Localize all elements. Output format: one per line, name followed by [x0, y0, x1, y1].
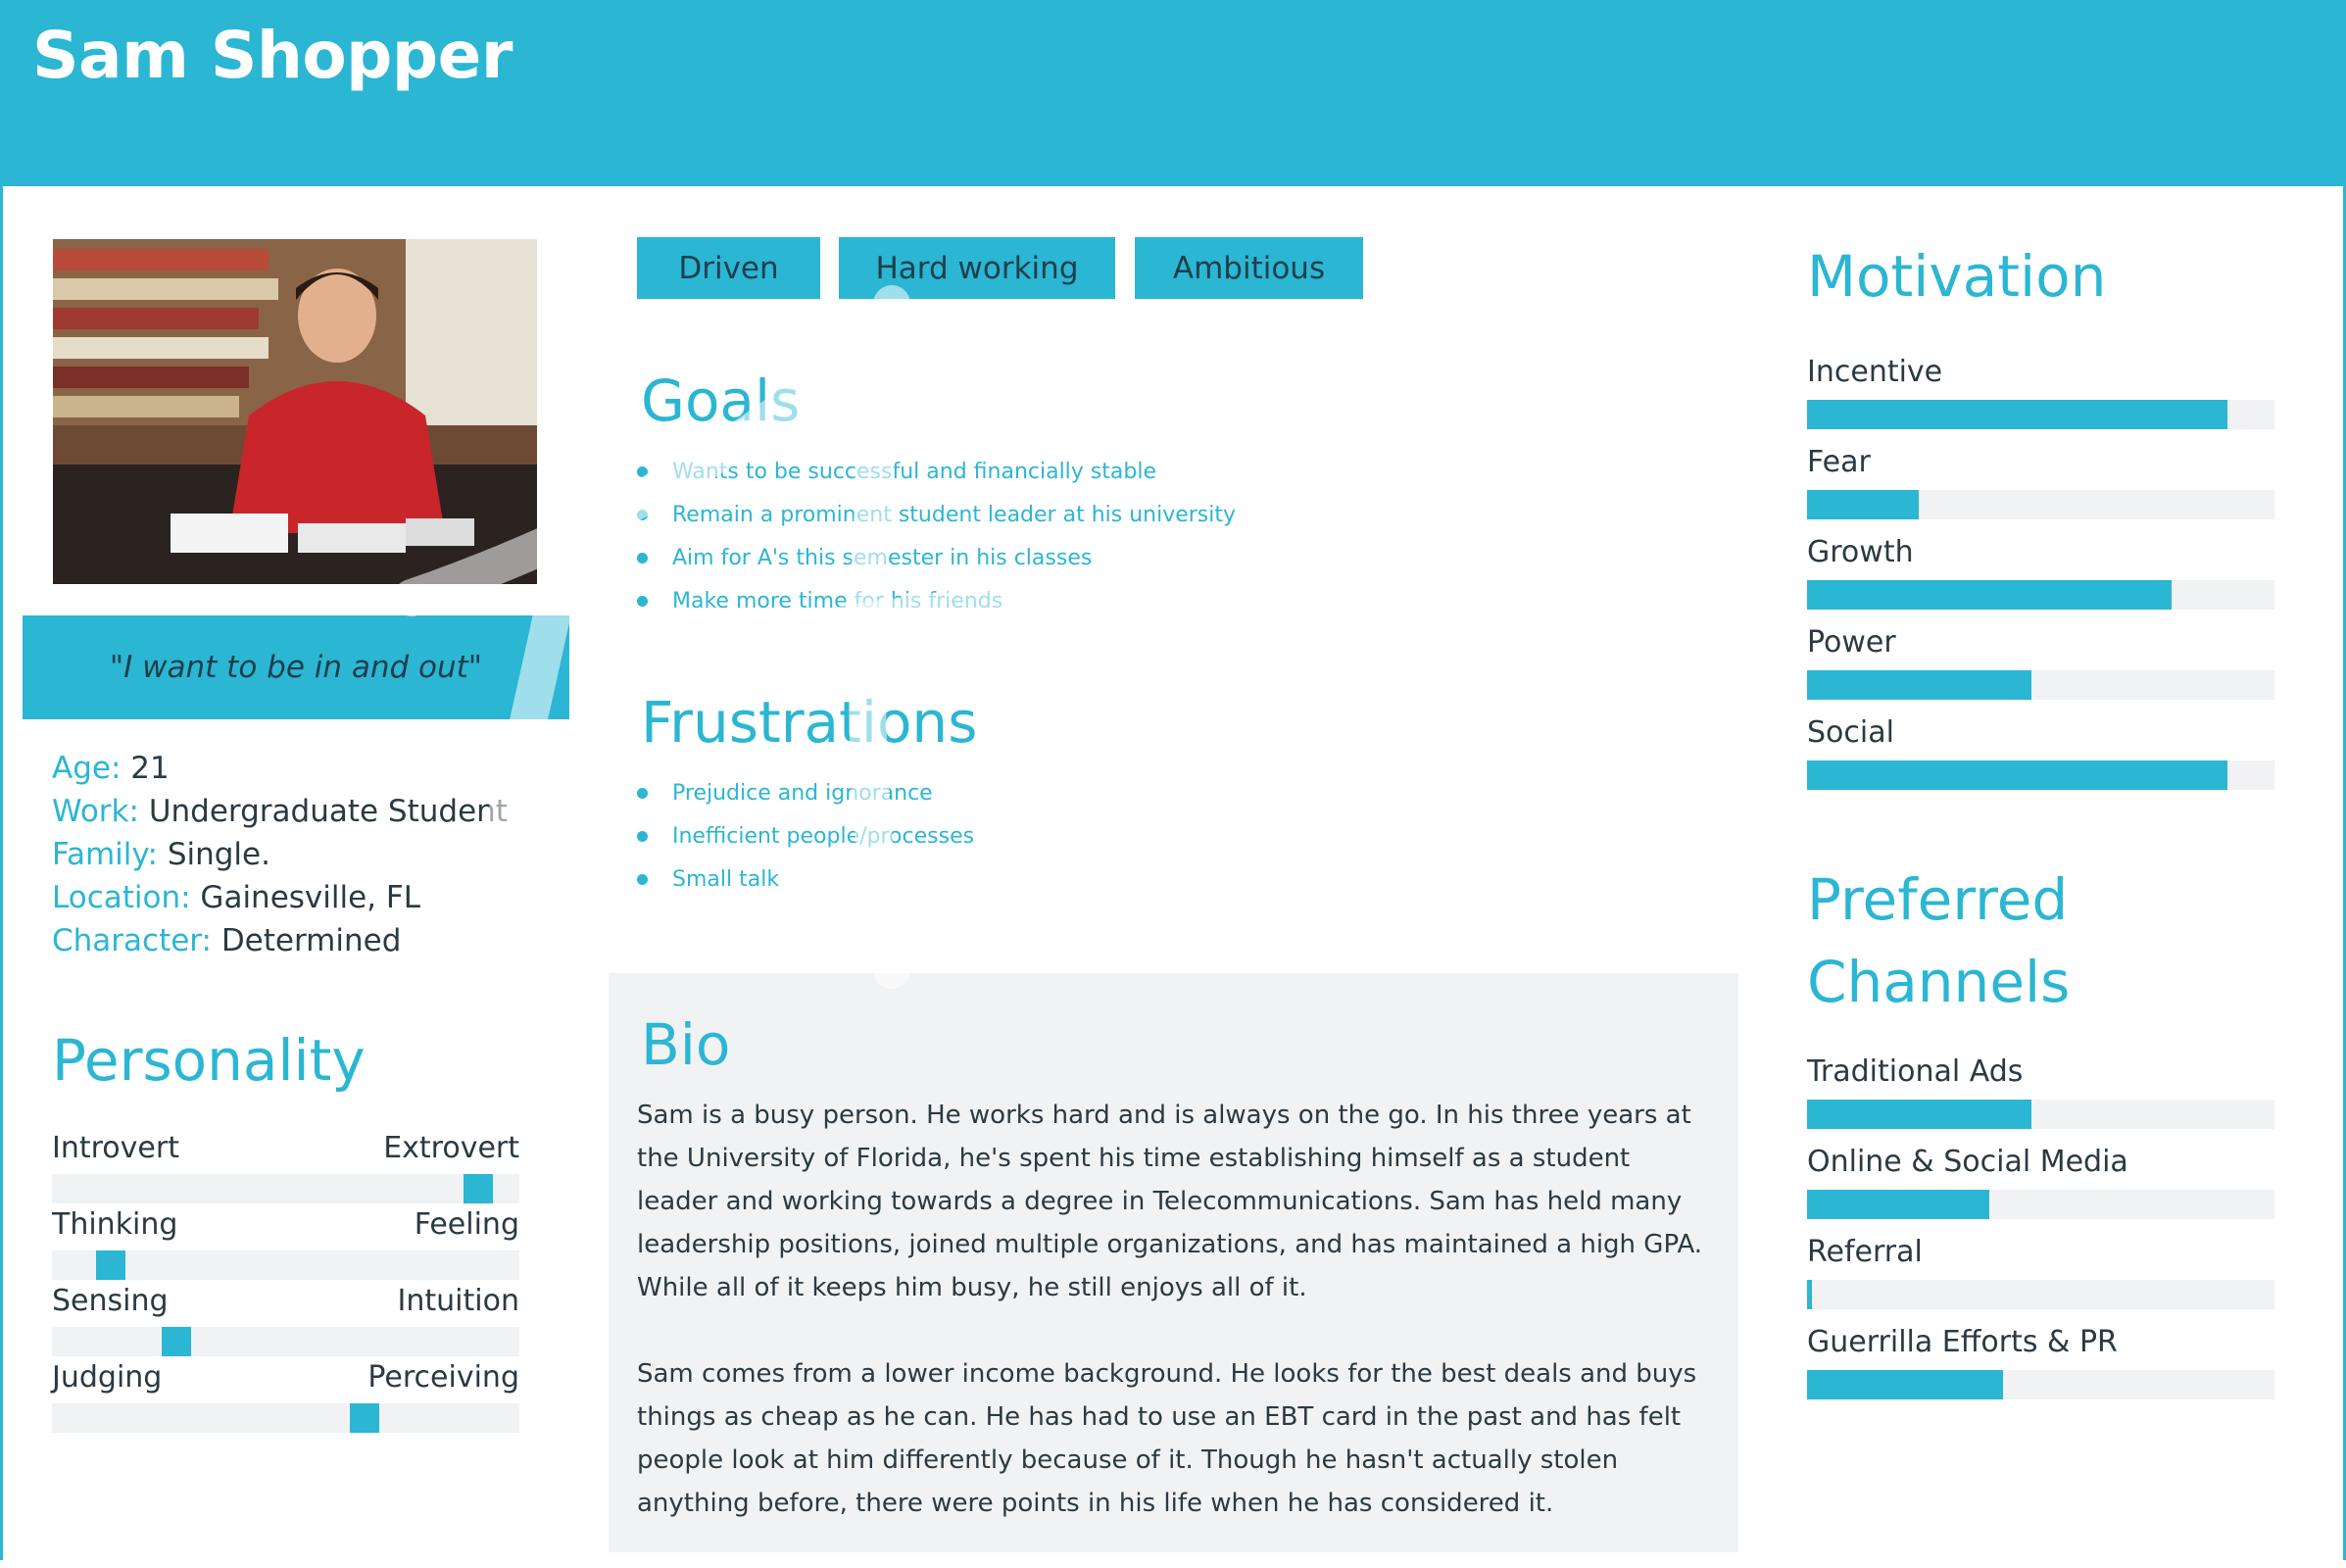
fact-character[interactable]	[52, 919, 508, 962]
meter-label: Incentive	[1807, 355, 1943, 389]
goals-title[interactable]: Goals	[641, 368, 801, 434]
meter-fill	[1807, 760, 2227, 790]
trait-slider-handle[interactable]	[96, 1250, 125, 1280]
meter-label: Guerrilla Efforts & PR	[1807, 1325, 2118, 1359]
meter-track[interactable]	[1807, 490, 2274, 519]
meter-label: Social	[1807, 715, 1894, 750]
meter-track[interactable]	[1807, 1370, 2274, 1399]
trait-right-label: Extrovert	[383, 1131, 519, 1165]
header-bar	[0, 0, 2346, 186]
channel-meter	[1807, 1145, 2274, 1219]
fact-value: Undergraduate Student	[148, 794, 508, 829]
trait-left-label: Introvert	[52, 1131, 179, 1165]
meter-fill	[1807, 490, 1919, 519]
fact-label: Age:	[52, 751, 122, 786]
trait-right-label: Perceiving	[367, 1360, 519, 1395]
meter-label: Referral	[1807, 1235, 1923, 1269]
fact-location[interactable]	[52, 876, 508, 919]
meter-fill	[1807, 1100, 2031, 1129]
meter-track[interactable]	[1807, 580, 2274, 610]
meter-label: Power	[1807, 625, 1896, 660]
tag-label: Ambitious	[1172, 250, 1326, 286]
quote-text: "I want to be in and out"	[109, 650, 483, 685]
tag-ambitious[interactable]	[1135, 237, 1363, 299]
tag-hard-working[interactable]	[839, 237, 1115, 299]
trait-slider-track[interactable]	[52, 1327, 519, 1356]
list-item[interactable]: Aim for A's this semester in his classes	[635, 537, 1236, 580]
meter-track[interactable]	[1807, 1280, 2274, 1309]
list-item[interactable]: Make more time for his friends	[635, 580, 1236, 623]
list-item[interactable]: Remain a prominent student leader at his university	[635, 494, 1236, 537]
persona-facts	[52, 747, 508, 962]
meter-fill	[1807, 400, 2227, 429]
motivation-meter	[1807, 355, 2274, 429]
persona-quote[interactable]	[23, 615, 569, 719]
meter-fill	[1807, 1190, 1989, 1219]
meter-fill	[1807, 670, 2031, 700]
meter-label: Growth	[1807, 535, 1914, 569]
channels-title[interactable]	[1807, 858, 2070, 1023]
meter-track[interactable]	[1807, 1190, 2274, 1219]
watermark-text: Xtensio	[382, 211, 441, 229]
list-item[interactable]: Inefficient people/processes	[635, 815, 974, 858]
meter-track[interactable]	[1807, 1100, 2274, 1129]
list-item[interactable]: Prejudice and ignorance	[635, 772, 974, 815]
tag-driven[interactable]	[637, 237, 820, 299]
fact-value: 21	[130, 751, 170, 786]
trait-left-label: Sensing	[52, 1284, 169, 1318]
fact-label: Location:	[52, 880, 191, 915]
bio-text[interactable]	[637, 1094, 1715, 1568]
list-item[interactable]: Wants to be successful and financially stable	[635, 451, 1236, 494]
frustrations-list	[635, 772, 974, 902]
meter-fill	[1807, 580, 2172, 610]
meter-label: Fear	[1807, 445, 1871, 479]
frustrations-title[interactable]: Frustrations	[641, 689, 978, 756]
trait-slider-track[interactable]	[52, 1403, 519, 1433]
channel-meter	[1807, 1235, 2274, 1309]
trait-left-label: Thinking	[52, 1207, 178, 1242]
channels-title-line: Channels	[1807, 949, 2071, 1015]
tag-label: Driven	[678, 250, 779, 286]
list-item[interactable]: Small talk	[635, 858, 974, 902]
personality-title[interactable]: Personality	[52, 1027, 366, 1094]
meter-fill	[1807, 1280, 1812, 1309]
persona-photo[interactable]	[53, 239, 537, 584]
fact-value: Gainesville, FL	[200, 880, 420, 915]
personality-trait	[52, 1207, 519, 1280]
meter-label: Traditional Ads	[1807, 1054, 2024, 1089]
trait-slider-track[interactable]	[52, 1250, 519, 1280]
channels-title-line: Preferred	[1807, 866, 2069, 933]
fact-label: Character:	[52, 923, 212, 958]
student-portrait-image	[53, 239, 537, 584]
fact-family[interactable]	[52, 833, 508, 876]
motivation-meter	[1807, 625, 2274, 700]
fact-work[interactable]	[52, 790, 508, 833]
trait-left-label: Judging	[52, 1360, 163, 1395]
meter-track[interactable]	[1807, 400, 2274, 429]
bio-paragraph: Sam comes from a lower income background. He looks for the best deals and buys things as cheap as he can. He has had to use an EBT card in the past and has felt people look at him differently because of it. Though he hasn't actually stolen anything before, there were points in his life when he has considered it.	[637, 1359, 1697, 1518]
trait-slider-handle[interactable]	[350, 1403, 379, 1433]
bio-title[interactable]: Bio	[641, 1011, 731, 1078]
trait-slider-handle[interactable]	[464, 1174, 493, 1203]
goals-list	[635, 451, 1236, 623]
meter-track[interactable]	[1807, 670, 2274, 700]
fact-value: Determined	[220, 923, 402, 958]
fact-value: Single.	[167, 837, 270, 872]
personality-trait	[52, 1131, 519, 1203]
meter-label: Online & Social Media	[1807, 1145, 2128, 1179]
motivation-meter	[1807, 445, 2274, 519]
personality-trait	[52, 1284, 519, 1356]
trait-slider-track[interactable]	[52, 1174, 519, 1203]
motivation-title[interactable]: Motivation	[1807, 243, 2107, 310]
trait-slider-handle[interactable]	[162, 1327, 191, 1356]
trait-right-label: Feeling	[414, 1207, 519, 1242]
motivation-meter	[1807, 715, 2274, 790]
trait-right-label: Intuition	[397, 1284, 519, 1318]
channel-meter	[1807, 1325, 2274, 1399]
fact-label: Work:	[52, 794, 139, 829]
bio-paragraph: Sam is a busy person. He works hard and is always on the go. In his three years at the University of Florida, he's spent his time establishing himself as a student leader and working towards a degree in Telecommunications. Sam has held many leadership positions, joined multiple organizations, and has maintained a high GPA. While all of it keeps him busy, he still enjoys all of it.	[637, 1101, 1703, 1302]
motivation-meter	[1807, 535, 2274, 610]
tag-label: Hard working	[875, 250, 1079, 286]
fact-age[interactable]	[52, 747, 508, 790]
meter-track[interactable]	[1807, 760, 2274, 790]
channel-meter	[1807, 1054, 2274, 1129]
persona-name[interactable]: Sam Shopper	[32, 18, 513, 93]
meter-fill	[1807, 1370, 2003, 1399]
personality-trait	[52, 1360, 519, 1433]
fact-label: Family:	[52, 837, 158, 872]
